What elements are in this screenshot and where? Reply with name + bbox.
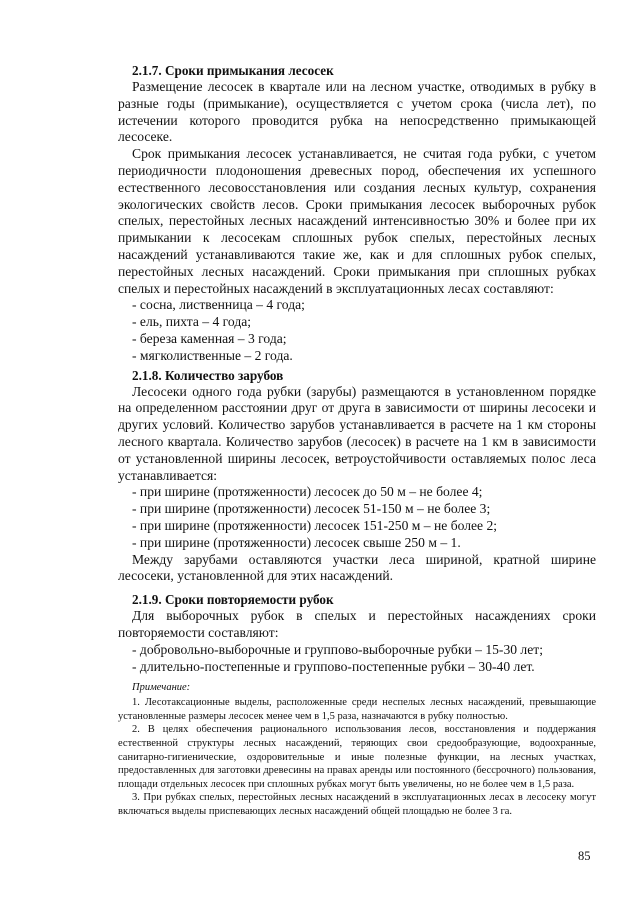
list-item: - при ширине (протяженности) лесосек до 50 м – не более 4;	[132, 484, 483, 500]
list-item: - ель, пихта – 4 года;	[132, 314, 252, 330]
paragraph: Лесосеки одного года рубки (зарубы) размещаются в установленном порядке на определенном расстоянии друг от друга в зависимости от ширины лесосеки и других условий. Количество зарубов устанавливается в расчете на 1 км стороны лесного квартала. Количество зарубов (лесосек) в расчете на 1 км в зависимости от установленной ширины лесосек, ветроустойчивости оставляемых полос леса устанавливается:	[118, 383, 596, 483]
page-content	[118, 63, 596, 819]
note-item: 2. В целях обеспечения рационального использования лесов, восстановления и поддержания естественной структуры лесных насаждений, теряющих свои средообразующие, водоохранные, санитарно-гигиенические, оздоровительные и иные полезные функции, на лесных участках, предоставленных для заготовки древесины на правах аренды или постоянного (бессрочного) пользования, площади отдельных лесосек при сплошных рубках могут быть увеличены, но не более чем в 1,5 раза.	[118, 724, 596, 790]
list-item: - добровольно-выборочные и группово-выборочные рубки – 15-30 лет;	[132, 641, 543, 657]
list-item: - сосна, лиственница – 4 года;	[132, 297, 305, 313]
section-heading-2-1-7: 2.1.7. Сроки примыкания лесосек	[132, 63, 334, 78]
list-item: - при ширине (протяженности) лесосек свыше 250 м – 1.	[132, 534, 461, 550]
paragraph: Для выборочных рубок в спелых и перестойных насаждениях сроки повторяемости составляют:	[118, 608, 596, 640]
adjacency-terms-list	[118, 297, 596, 364]
note-item: 1. Лесотаксационные выделы, расположенные среди неспелых лесных насаждений, превышающие установленные размеры лесосек менее чем в 1,5 раза, назначаются в рубку полностью.	[118, 697, 596, 722]
list-item: - мягколиственные – 2 года.	[132, 347, 293, 363]
notes-block	[118, 681, 596, 818]
paragraph: Размещение лесосек в квартале или на лесном участке, отводимых в рубку в разные годы (примыкание), осуществляется с учетом срока (числа лет), по истечении которого проводится рубка на непосредственно примыкающей лесосеке.	[118, 79, 596, 145]
notes-title: Примечание:	[132, 682, 191, 694]
paragraph: Срок примыкания лесосек устанавливается, не считая года рубки, с учетом периодичности плодоношения древесных пород, обеспечения их успешного естественного лесовосстановления или создания лесных культур, сохранения экологических свойств лесов. Сроки примыкания лесосек выборочных рубок спелых, перестойных лесных насаждений интенсивностью 30% и более при их примыкании к лесосекам сплошных рубок спелых, перестойных лесных насаждений устанавливаются такие же, как и для сплошных рубок спелых, перестойных лесных насаждений. Сроки примыкания при сплошных рубках спелых и перестойных насаждений в эксплуатационных лесах составляют:	[118, 146, 596, 296]
list-item: - береза каменная – 3 года;	[132, 330, 287, 346]
paragraph: Между зарубами оставляются участки леса шириной, кратной ширине лесосеки, установленной для этих насаждений.	[118, 551, 596, 584]
page-number: 85	[578, 849, 591, 863]
list-item: - при ширине (протяженности) лесосек 151-250 м – не более 2;	[132, 517, 498, 533]
list-item: - длительно-постепенные и группово-постепенные рубки – 30-40 лет.	[132, 658, 535, 674]
list-item: - при ширине (протяженности) лесосек 51-150 м – не более 3;	[132, 501, 491, 517]
section-heading-2-1-9: 2.1.9. Сроки повторяемости рубок	[132, 592, 334, 608]
section-heading-2-1-8: 2.1.8. Количество зарубов	[132, 367, 284, 383]
note-item: 3. При рубках спелых, перестойных лесных насаждений в эксплуатационных лесах в лесосеку могут включаться выделы приспевающих лесных насаждений общей площадью не более 3 га.	[118, 792, 596, 818]
cutting-count-list	[118, 484, 596, 551]
repetition-terms-list	[118, 642, 596, 676]
